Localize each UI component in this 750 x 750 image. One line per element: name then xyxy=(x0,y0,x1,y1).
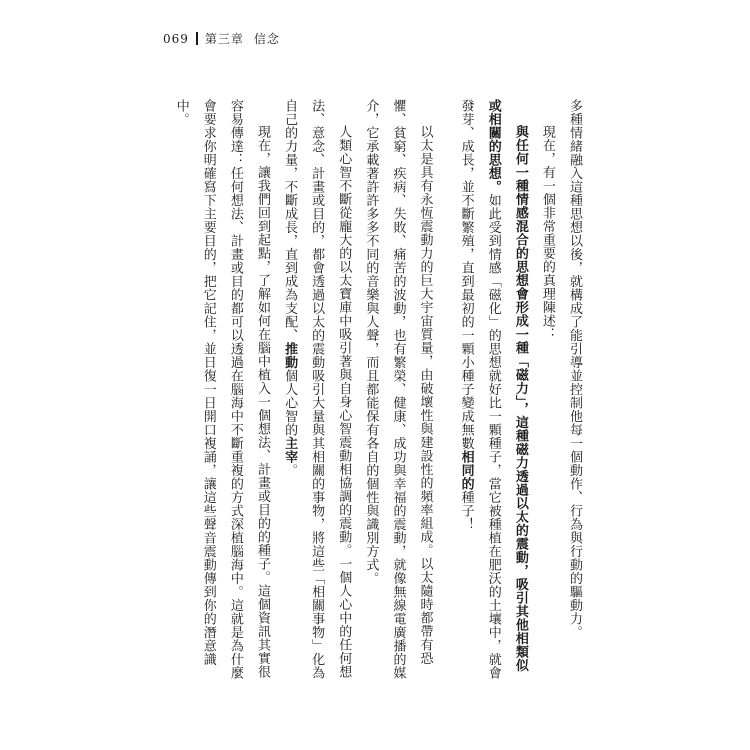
chapter-label: 第三章 xyxy=(204,32,244,46)
paragraph-3-text-a: 如此受到情感「磁化」的思想就好比一顆種子，當它被種植在肥沃的土壤中，就會發芽、成長，並不斷繁殖，直到最初的一顆小種子變成無數 xyxy=(458,99,501,680)
paragraph-5-text-b: 個人心智的 xyxy=(282,369,298,437)
paragraph-3-text-b: 種子！ xyxy=(458,490,474,531)
paragraph-1: 多種情緒融入這種思想以後，就構成了能引導並控制他每一個動作、行為與行動的驅動力。 xyxy=(567,99,582,639)
bold-statement: 與任何一種情感混合的思想會形成一種「磁力」，這種磁力透過以太的震動，吸引其他相類似或相關的思想。 xyxy=(485,99,528,672)
body-text xyxy=(155,99,588,684)
bold-master: 主宰 xyxy=(282,436,298,464)
bold-drive: 推動 xyxy=(282,342,298,369)
paragraph-5-text-a: 人類心智不斷從龐大的以太寶庫中吸引著與自身心智震動相協調的震動。一個人心中的任何想法、意念、計畫或目的，都會透過以太的震動吸引大量與其相關的事物，將這些「相關事物」化為自己的力量，不斷成長，直到成為支配、 xyxy=(282,99,352,680)
paragraph-6: 現在，讓我們回到起點，了解如何在腦中植入一個想法、計畫或目的的種子。這個資訊其實很容易傳達：任何想法、計畫或目的都可以透過在腦海中不斷重複的方式深植腦海中。這就是為什麼會要求你明確寫下主要目的，把它記住，並日復一日開口複誦，讓這些聲音震動傳到你的潛意識中。 xyxy=(173,99,270,680)
paragraph-3 xyxy=(453,99,534,684)
paragraph-4: 以太是具有永恆震動力的巨大宇宙質量，由破壞性與建設性的頻率組成。以太隨時都帶有恐懼、貧窮、疾病、失敗、痛苦的波動，也有繁榮、健康、成功與幸福的震動，就像無線電廣播的媒介，它承載著許許多多不同的音樂與人聲，而且都能保有各自的個性與識別方式。 xyxy=(363,99,433,680)
bold-same: 相同的 xyxy=(458,450,474,491)
paragraph-2: 現在，有一個非常重要的真理陳述： xyxy=(539,125,555,341)
paragraph-5-text-c: 。 xyxy=(282,463,298,477)
paragraph-5 xyxy=(276,99,357,684)
chapter-title: 信念 xyxy=(253,32,280,46)
running-header xyxy=(163,30,280,47)
page-number: 069 xyxy=(163,31,189,46)
header-divider xyxy=(196,32,198,45)
